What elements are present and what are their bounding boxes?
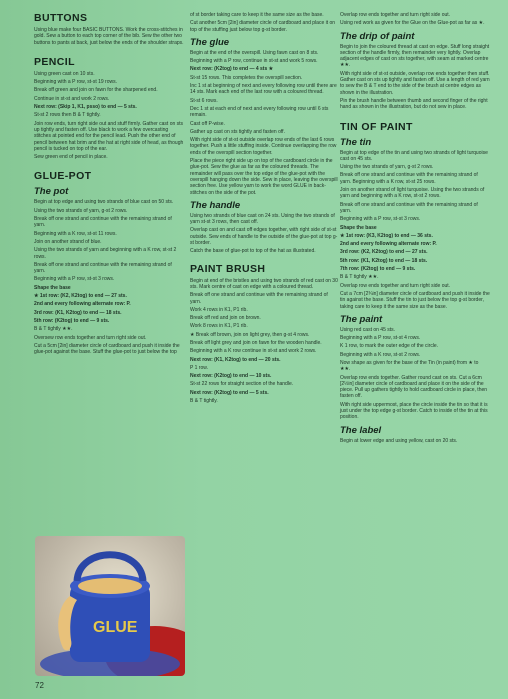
shape-base-label: Shape the base (340, 224, 377, 231)
base-step: B & T tightly ★★. (340, 274, 379, 281)
brush-heading: PAINT BRUSH (190, 262, 266, 275)
glue-step: Next row: (K2tog) to end — 4 sts ★ (190, 66, 274, 73)
buttons-heading: BUTTONS (34, 12, 88, 24)
pot-step: Break off one strand and continue with the remaining strand of yarn. (34, 216, 172, 229)
pot-step: Oversew row ends together and turn right side out. (34, 334, 147, 341)
base-step: 3rd row: (K2, K2tog) to end — 27 sts. (340, 249, 428, 256)
tin-step: Overlap row ends together and turn right side out. (340, 282, 451, 289)
pencil-heading: PENCIL (34, 55, 75, 68)
tin-step: Break off one strand and continue with the remaining strand of yarn. Beginning with a K row, st-st 25 rows. (340, 172, 478, 185)
glue-step: Dec 1 st at each end of next and every following row until 6 sts remain. (190, 105, 329, 119)
glue-step: Begin at the end of the overspill. Using fawn cast on 8 sts. (190, 49, 319, 56)
glue-intro: Cut another 5cm [2in] diameter circle of cardboard and place it on top of the stuffing just below top g-st border. (190, 20, 336, 33)
tin-step: Begin at top edge of the tin and using two strands of light turquoise cast on 45 sts. (340, 149, 488, 162)
handle-step: Using two strands of blue cast on 24 sts. Using the two strands of yarn st-st 3 rows, then cast off. (190, 212, 335, 226)
handle-subheading: The handle (190, 199, 241, 211)
brush-step: Next row: (K1, K2tog) to end — 20 sts. (190, 356, 281, 363)
paint-step: K 1 row, to mark the outer edge of the circle. (340, 343, 439, 350)
svg-text:GLUE: GLUE (93, 619, 138, 636)
column-right (340, 12, 490, 446)
paint-step: With right side uppermost, place the circle inside the tin so that it is just under the top edge g-st border. Catch to inside of the tin at this position. (340, 401, 488, 421)
handle-step: Overlap cast on and cast off edges together, with right side of st-st outside. Sew ends of handle to the outside of the glue-pot at top g-st border. (190, 227, 338, 247)
pot-step: Beginning with a P row, st-st 3 rows. (34, 276, 115, 283)
base-step: 7th row: (K2tog) to end — 9 sts. (340, 266, 416, 273)
brush-step: Work 8 rows in K1, P1 rib. (190, 323, 248, 330)
glue-step: St-st 6 rows. (190, 97, 218, 104)
handle-step: Catch the base of glue-pot to top of the hat as illustrated. (190, 248, 316, 255)
paint-subheading: The paint (340, 313, 383, 325)
brush-step: Break off light grey and join on fawn for the wooden handle. (190, 339, 322, 346)
brush-step: St-st 22 rows for straight section of the handle. (190, 381, 294, 388)
glue-subheading: The glue (190, 36, 230, 48)
paint-step: Beginning with a P row, st-st 4 rows. (340, 335, 421, 342)
paint-step: Beginning with a K row, st-st 2 rows. (340, 351, 421, 358)
glue-step: With right side of st-st outside overlap row ends of the last 6 rows together. Push a little stuffing inside. Continue overlapping the row ends of the overspill section together. (190, 137, 337, 156)
brush-step: Break off red and join on brown. (190, 315, 261, 322)
glue-pot-illustration (35, 536, 185, 676)
pencil-step: Sew green end of pencil in place. (34, 154, 108, 161)
base-step: 5th row: (K1, K2tog) to end — 18 sts. (340, 257, 428, 264)
shape-base-label: Shape the base (34, 284, 71, 291)
drip-intro: Overlap row ends together and turn right side out. (340, 12, 451, 18)
glue-pot-photo (35, 536, 185, 676)
tin-subheading: The tin (340, 136, 372, 148)
paint-step: Overlap row ends together. Gather round cast on sts. Cut a 6cm [2½in] diameter circle of cardboard and place it on the side of the piece. Pull up gathers tightly to hold cardboard circle in place, then fasten off. (340, 374, 488, 400)
tin-step: Cut a 7cm [2¾in] diameter circle of cardboard and push it inside the tin against the base. Stuff the tin to just below the top g-st border, taking care to keep it the same size as the base. (340, 290, 490, 310)
base-step: 3rd row: (K1, K2tog) to end — 18 sts. (34, 309, 122, 316)
pencil-step: Break off green and join on fawn for the sharpened end. (34, 87, 158, 94)
buttons-text: Using blue make four BASIC BUTTONS. Work the cross-stitches in gold. Sew a button to each top corner of the bib. Sew the other two buttons to pants at back, just below the ends of the shoulder straps. (34, 27, 184, 46)
column-middle (190, 12, 340, 406)
drip-step: Pin the brush handle between thumb and second finger of the right hand as shown in the illustration, but do not sew in place. (340, 97, 488, 111)
glue-step: St-st 15 rows. This completes the overspill section. (190, 74, 303, 81)
base-step: B & T tightly ★★. (34, 326, 73, 333)
pot-step: Beginning with a K row, st-st 11 rows. (34, 230, 117, 237)
label-subheading: The label (340, 424, 382, 436)
pencil-step: Next row: (Skip 1, K1, psso) to end — 5 sts. (34, 104, 137, 111)
brush-step: B & T tightly. (190, 398, 218, 405)
brush-step: Next row: (K2tog) to end — 10 sts. (190, 373, 272, 380)
page-number: 72 (35, 681, 44, 690)
base-step: ★ 1st row: (K2, K2tog) to end — 27 sts. (34, 293, 127, 300)
drip-step: With right side of st-st outside, overlap row ends together then stuff. Gather cast on sts up tightly and fasten off. Use a length of red yarn to sew the B & T end to the side of the brush at centre edges as shown in the illustration. (340, 70, 490, 96)
glue-intro: of st border taking care to keep it the same size as the base. (190, 12, 324, 18)
base-step: ★ 1st row: (K3, K2tog) to end — 36 sts. (340, 232, 433, 239)
brush-step: Next row: (K2tog) to end — 5 sts. (190, 389, 269, 396)
pot-step: Cut a 5cm [2in] diameter circle of cardboard and push it inside the glue-pot against the base. Stuff the glue-pot to just below the top (34, 342, 180, 356)
label-step: Begin at lower edge and using yellow, cast on 20 sts. (340, 437, 458, 444)
pencil-step: St-st 2 rows then B & T tightly. (34, 112, 101, 119)
gluepot-heading: GLUE-POT (34, 170, 92, 183)
base-step: 2nd and every following alternate row: P. (340, 241, 437, 248)
drip-subheading: The drip of paint (340, 30, 415, 42)
pot-step: Join on another strand of blue. (34, 238, 102, 245)
brush-step: P 1 row. (190, 364, 208, 371)
tin-step: Break off one strand and continue with the remaining strand of yarn. (340, 201, 478, 214)
pencil-step: Using green cast on 10 sts. (34, 70, 95, 77)
paint-step: Using red cast on 45 sts. (340, 326, 396, 333)
brush-step: Beginning with a K row continue in st-st and work 2 rows. (190, 348, 317, 355)
tin-heading: TIN OF PAINT (340, 120, 413, 133)
glue-step: Cast off P-wise. (190, 120, 225, 127)
drip-intro: Using red work as given for the Glue on the Glue-pot as far as ★. (340, 20, 485, 27)
brush-step: Work 4 rows in K1, P1 rib. (190, 306, 248, 313)
base-step: 5th row: (K2tog) to end — 9 sts. (34, 317, 110, 324)
pot-step: Break off one strand and continue with the remaining strand of yarn. (34, 261, 172, 275)
pencil-step: Join row ends, turn right side out and stuff firmly. Gather cast on sts up tightly and fasten off. Use black to work a few overcasting stitches at pointed end for the pencil lead. Push the other end of pencil between hat brim and the hat at right side of head, as though pencil is tucked on top of the ear. (34, 120, 184, 152)
pencil-step: Continue in st-st and work 2 rows. (34, 95, 110, 102)
brush-step: Break off one strand and continue with the remaining strand of yarn. (190, 292, 328, 305)
drip-step: Begin to join the coloured thread at cast on edge. Stuff long straight section of the handle firmly, then remainder very lightly. Overlap adjacent edges of cast on sts together, with seam at marked centre ★★. (340, 43, 490, 69)
pencil-step: Beginning with a P row, st-st 19 rows. (34, 79, 118, 86)
glue-step: Place the piece right side up on top of the cardboard circle in the glue-pot. Sew the glue as far as the coloured threads. The remainder will pass over the top edge of the glue-pot with the overspill hanging down the side. Sew in place, leaving the overspill section free. Use yellow yarn to work the word GLUE in back-stitches on the side of the pot. (190, 158, 338, 196)
brush-step: ★ Break off brown, join on light grey, then g-st 4 rows. (190, 331, 310, 338)
pot-subheading: The pot (34, 186, 69, 198)
paint-step: Now shape as given for the base of the Tin (in paint) from ★ to ★★. (340, 359, 479, 373)
base-step: 2nd and every following alternate row: P. (34, 301, 131, 308)
pot-step: Using the two strands of yarn, g-st 2 rows. (34, 207, 128, 214)
glue-step: Beginning with a P row, continue in st-st and work 5 rows. (190, 58, 318, 65)
tin-step: Beginning with a P row, st-st 3 rows. (340, 216, 421, 223)
pot-step: Using the two strands of yarn and beginning with a K row, st-st 2 rows. (34, 247, 177, 260)
tin-step: Join on another strand of light turquoise. Using the two strands of yarn and beginning with a K row, st-st 2 rows. (340, 187, 485, 200)
pot-step: Begin at top edge and using two strands of blue cast on 50 sts. (34, 199, 174, 206)
tin-step: Using the two strands of yarn, g-st 2 rows. (340, 164, 434, 171)
glue-step: Inc 1 st at beginning of next and every following row until there are 14 sts. Mark each end of the last row with a coloured thread. (190, 83, 337, 96)
glue-step: Gather up cast on sts tightly and fasten off. (190, 128, 285, 135)
column-left (34, 12, 184, 357)
brush-step: Begin at end of the bristles and using two strands of red cast on 30 sts. Mark centre of cast on edge with a coloured thread. (190, 277, 338, 290)
